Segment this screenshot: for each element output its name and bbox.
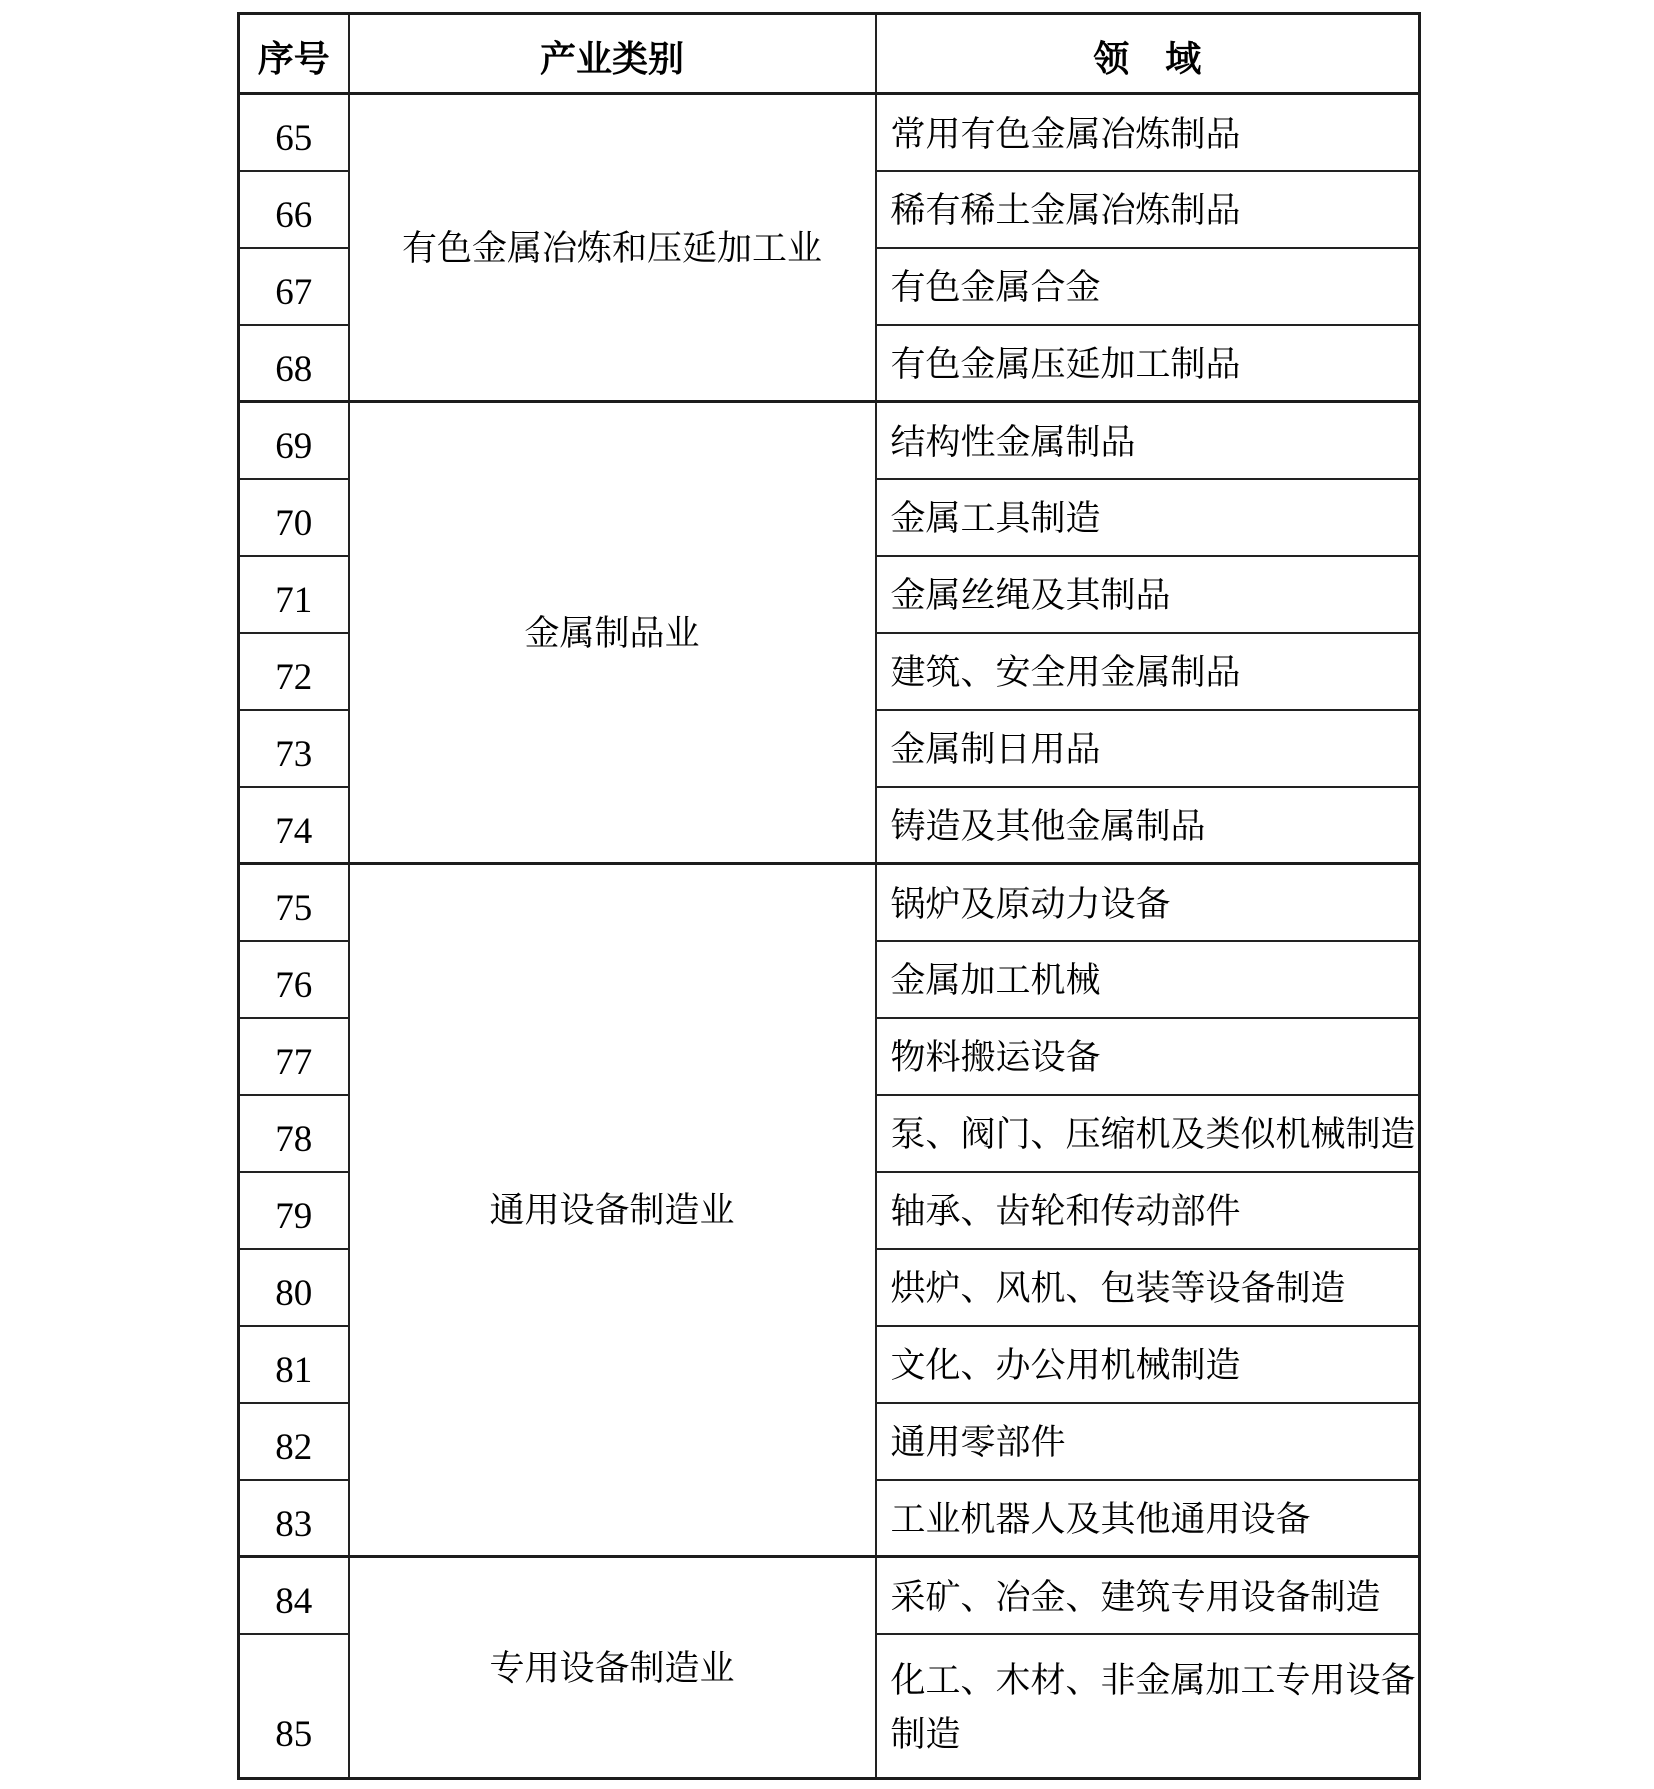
table-row bbox=[239, 94, 1420, 171]
row-serial-number: 83 bbox=[239, 1480, 349, 1557]
row-serial-number: 68 bbox=[239, 325, 349, 402]
field-cell: 金属工具制造 bbox=[876, 479, 1420, 556]
industry-category-cell: 专用设备制造业 bbox=[349, 1557, 876, 1779]
industry-category-cell: 金属制品业 bbox=[349, 402, 876, 864]
field-cell: 常用有色金属冶炼制品 bbox=[876, 94, 1420, 171]
field-cell: 金属加工机械 bbox=[876, 941, 1420, 1018]
field-cell: 建筑、安全用金属制品 bbox=[876, 633, 1420, 710]
table-row bbox=[239, 402, 1420, 479]
row-serial-number: 85 bbox=[239, 1634, 349, 1779]
field-cell: 采矿、冶金、建筑专用设备制造 bbox=[876, 1557, 1420, 1634]
row-serial-number: 81 bbox=[239, 1326, 349, 1403]
industry-category-cell: 有色金属冶炼和压延加工业 bbox=[349, 94, 876, 402]
row-serial-number: 78 bbox=[239, 1095, 349, 1172]
table-row bbox=[239, 1557, 1420, 1634]
row-serial-number: 65 bbox=[239, 94, 349, 171]
col-header-serial-number: 序号 bbox=[239, 14, 349, 94]
field-cell: 工业机器人及其他通用设备 bbox=[876, 1480, 1420, 1557]
field-cell: 文化、办公用机械制造 bbox=[876, 1326, 1420, 1403]
field-cell: 物料搬运设备 bbox=[876, 1018, 1420, 1095]
row-serial-number: 69 bbox=[239, 402, 349, 479]
field-cell: 铸造及其他金属制品 bbox=[876, 787, 1420, 864]
field-cell: 金属丝绳及其制品 bbox=[876, 556, 1420, 633]
row-serial-number: 67 bbox=[239, 248, 349, 325]
field-cell: 金属制日用品 bbox=[876, 710, 1420, 787]
row-serial-number: 74 bbox=[239, 787, 349, 864]
row-serial-number: 70 bbox=[239, 479, 349, 556]
row-serial-number: 80 bbox=[239, 1249, 349, 1326]
header-row bbox=[239, 14, 1420, 94]
row-serial-number: 73 bbox=[239, 710, 349, 787]
field-cell: 结构性金属制品 bbox=[876, 402, 1420, 479]
field-cell: 有色金属合金 bbox=[876, 248, 1420, 325]
industry-category-cell: 通用设备制造业 bbox=[349, 864, 876, 1557]
field-cell: 有色金属压延加工制品 bbox=[876, 325, 1420, 402]
col-header-industry-category: 产业类别 bbox=[349, 14, 876, 94]
row-serial-number: 66 bbox=[239, 171, 349, 248]
field-cell: 稀有稀土金属冶炼制品 bbox=[876, 171, 1420, 248]
field-cell: 烘炉、风机、包装等设备制造 bbox=[876, 1249, 1420, 1326]
field-cell: 泵、阀门、压缩机及类似机械制造 bbox=[876, 1095, 1420, 1172]
row-serial-number: 84 bbox=[239, 1557, 349, 1634]
row-serial-number: 79 bbox=[239, 1172, 349, 1249]
industry-table bbox=[237, 12, 1421, 1780]
field-cell: 锅炉及原动力设备 bbox=[876, 864, 1420, 941]
table-body bbox=[239, 94, 1420, 1779]
row-serial-number: 76 bbox=[239, 941, 349, 1018]
field-cell: 化工、木材、非金属加工专用设备制造 bbox=[876, 1634, 1420, 1779]
table-row bbox=[239, 864, 1420, 941]
table-header bbox=[239, 14, 1420, 94]
row-serial-number: 77 bbox=[239, 1018, 349, 1095]
field-cell: 轴承、齿轮和传动部件 bbox=[876, 1172, 1420, 1249]
field-cell: 通用零部件 bbox=[876, 1403, 1420, 1480]
row-serial-number: 75 bbox=[239, 864, 349, 941]
row-serial-number: 72 bbox=[239, 633, 349, 710]
row-serial-number: 82 bbox=[239, 1403, 349, 1480]
row-serial-number: 71 bbox=[239, 556, 349, 633]
col-header-field: 领 域 bbox=[876, 14, 1420, 94]
